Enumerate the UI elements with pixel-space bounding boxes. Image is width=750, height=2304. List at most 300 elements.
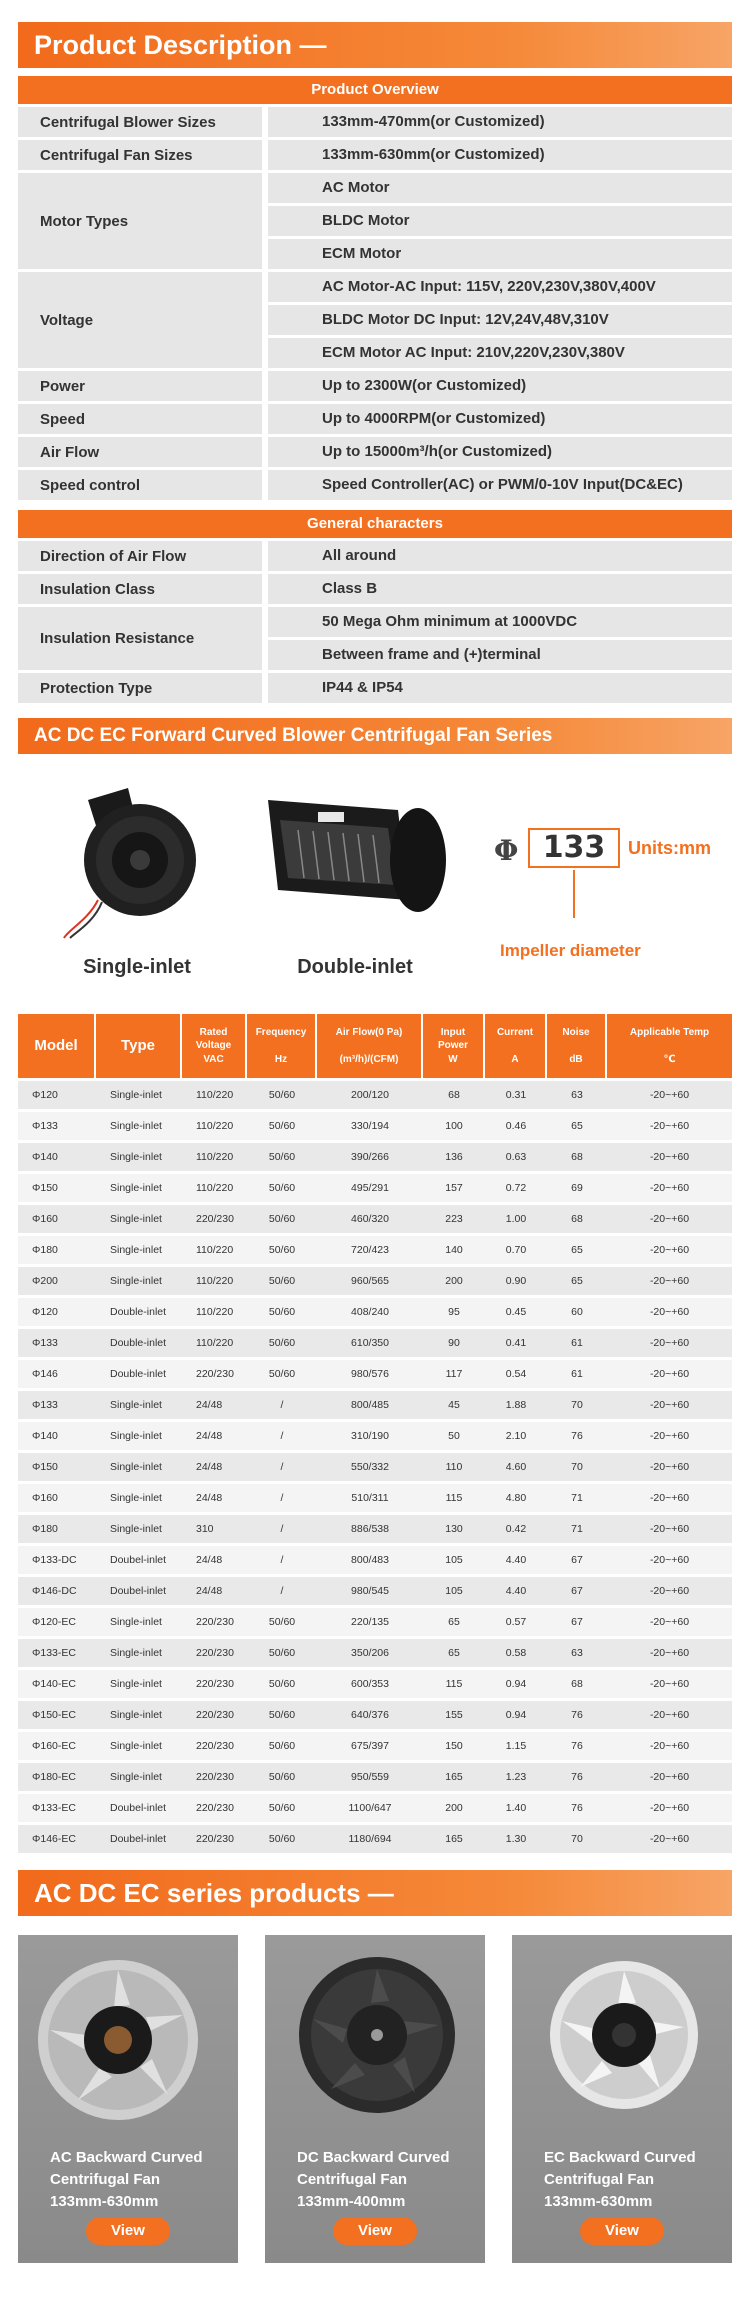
view-ac-button[interactable]: View — [86, 2217, 170, 2245]
table-cell: 24/48 — [182, 1484, 247, 1512]
table-cell: 110/220 — [182, 1143, 247, 1171]
table-cell: 4.80 — [485, 1484, 547, 1512]
product-card-ac[interactable] — [18, 1935, 238, 2263]
table-cell: 50/60 — [247, 1608, 317, 1636]
general-row-label: Insulation Resistance — [18, 607, 262, 670]
table-cell: 165 — [423, 1825, 485, 1853]
table-cell: Single-inlet — [96, 1608, 182, 1636]
table-cell: Φ146-DC — [18, 1577, 96, 1605]
overview-row-value: AC Motor-AC Input: 115V, 220V,230V,380V,400V — [268, 272, 732, 302]
table-cell: 640/376 — [317, 1701, 423, 1729]
table-cell: 220/230 — [182, 1763, 247, 1791]
overview-row — [18, 272, 732, 368]
table-cell: Single-inlet — [96, 1205, 182, 1233]
table-cell: Single-inlet — [96, 1639, 182, 1667]
table-cell: 71 — [547, 1484, 607, 1512]
table-cell: 4.60 — [485, 1453, 547, 1481]
table-cell: 90 — [423, 1329, 485, 1357]
general-row — [18, 541, 732, 571]
table-row — [18, 1639, 732, 1667]
table-cell: 220/230 — [182, 1732, 247, 1760]
table-cell: 0.90 — [485, 1267, 547, 1295]
table-cell: -20~+60 — [607, 1360, 732, 1388]
table-cell: -20~+60 — [607, 1298, 732, 1326]
product-ac-name: AC Backward Curved Centrifugal Fan 133mm-630mm — [50, 2149, 203, 2210]
table-row — [18, 1732, 732, 1760]
table-cell: 110/220 — [182, 1329, 247, 1357]
table-cell: 220/135 — [317, 1608, 423, 1636]
ac-fan-image — [18, 1935, 238, 2145]
table-cell: 76 — [547, 1701, 607, 1729]
table-cell: Φ133-EC — [18, 1794, 96, 1822]
table-cell: 150 — [423, 1732, 485, 1760]
table-cell: Φ133-DC — [18, 1546, 96, 1574]
table-cell: 50/60 — [247, 1174, 317, 1202]
table-cell: 24/48 — [182, 1391, 247, 1419]
table-cell: 100 — [423, 1112, 485, 1140]
units-label: Units:mm — [628, 838, 712, 858]
table-cell: 76 — [547, 1422, 607, 1450]
table-cell: 800/483 — [317, 1546, 423, 1574]
table-cell: 0.94 — [485, 1701, 547, 1729]
overview-row-label: Voltage — [18, 272, 262, 368]
general-row-value: 50 Mega Ohm minimum at 1000VDC — [268, 607, 732, 637]
overview-row-value: Up to 4000RPM(or Customized) — [268, 404, 732, 434]
table-cell: Φ180 — [18, 1236, 96, 1264]
table-cell: 67 — [547, 1546, 607, 1574]
overview-row-label: Power — [18, 371, 262, 401]
overview-row-value: 133mm-630mm(or Customized) — [268, 140, 732, 170]
table-row — [18, 1763, 732, 1791]
table-cell: 45 — [423, 1391, 485, 1419]
table-cell: 1.15 — [485, 1732, 547, 1760]
table-cell: Φ160-EC — [18, 1732, 96, 1760]
table-cell: / — [247, 1515, 317, 1543]
overview-row-value: ECM Motor AC Input: 210V,220V,230V,380V — [268, 338, 732, 368]
table-cell: 50/60 — [247, 1701, 317, 1729]
table-cell: 140 — [423, 1236, 485, 1264]
table-cell: Single-inlet — [96, 1143, 182, 1171]
product-description-banner — [18, 22, 732, 68]
table-cell: 67 — [547, 1608, 607, 1636]
overview-row-value: Up to 15000m³/h(or Customized) — [268, 437, 732, 467]
table-cell: 220/230 — [182, 1608, 247, 1636]
table-cell: 61 — [547, 1360, 607, 1388]
table-cell: 65 — [547, 1112, 607, 1140]
table-cell: 136 — [423, 1143, 485, 1171]
diameter-value-box: 133 — [528, 828, 620, 868]
table-cell: 24/48 — [182, 1577, 247, 1605]
product-overview-header: Product Overview — [18, 76, 732, 104]
table-cell: -20~+60 — [607, 1670, 732, 1698]
table-cell: 130 — [423, 1515, 485, 1543]
table-cell: / — [247, 1484, 317, 1512]
table-row — [18, 1546, 732, 1574]
table-cell: 60 — [547, 1298, 607, 1326]
table-cell: / — [247, 1422, 317, 1450]
table-row — [18, 1236, 732, 1264]
diameter-leader-line — [573, 870, 575, 918]
table-cell: -20~+60 — [607, 1732, 732, 1760]
table-cell: 200 — [423, 1794, 485, 1822]
table-cell: 50/60 — [247, 1205, 317, 1233]
overview-row-value: Speed Controller(AC) or PWM/0-10V Input(DC&EC) — [268, 470, 732, 500]
table-cell: 350/206 — [317, 1639, 423, 1667]
table-row — [18, 1701, 732, 1729]
table-cell: 65 — [423, 1639, 485, 1667]
table-cell: Double-inlet — [96, 1298, 182, 1326]
table-cell: 4.40 — [485, 1546, 547, 1574]
table-cell: 4.40 — [485, 1577, 547, 1605]
overview-row-label: Centrifugal Fan Sizes — [18, 140, 262, 170]
table-cell: 223 — [423, 1205, 485, 1233]
overview-row-label: Centrifugal Blower Sizes — [18, 107, 262, 137]
table-cell: Φ150-EC — [18, 1701, 96, 1729]
table-cell: -20~+60 — [607, 1608, 732, 1636]
table-cell: 495/291 — [317, 1174, 423, 1202]
table-cell: 0.42 — [485, 1515, 547, 1543]
table-cell: 200/120 — [317, 1081, 423, 1109]
table-cell: 24/48 — [182, 1546, 247, 1574]
overview-row-value: 133mm-470mm(or Customized) — [268, 107, 732, 137]
overview-row-value: ECM Motor — [268, 239, 732, 269]
table-column-header: Type — [96, 1014, 182, 1078]
table-cell: Single-inlet — [96, 1081, 182, 1109]
table-cell: Φ120 — [18, 1298, 96, 1326]
general-row — [18, 574, 732, 604]
double-inlet-blower-image — [258, 790, 448, 930]
table-column-header: Model — [18, 1014, 96, 1078]
table-cell: Single-inlet — [96, 1670, 182, 1698]
table-cell: 0.72 — [485, 1174, 547, 1202]
table-cell: -20~+60 — [607, 1639, 732, 1667]
general-row — [18, 673, 732, 703]
table-cell: 50/60 — [247, 1732, 317, 1760]
table-cell: Φ200 — [18, 1267, 96, 1295]
table-cell: 110/220 — [182, 1174, 247, 1202]
table-cell: 0.54 — [485, 1360, 547, 1388]
general-characters-table — [18, 510, 732, 703]
table-cell: 50/60 — [247, 1143, 317, 1171]
table-cell: 675/397 — [317, 1732, 423, 1760]
table-cell: Φ160 — [18, 1484, 96, 1512]
single-inlet-caption: Single-inlet — [83, 956, 191, 978]
impeller-diameter-label: Impeller diameter — [500, 941, 641, 960]
table-cell: 76 — [547, 1763, 607, 1791]
table-cell: 24/48 — [182, 1422, 247, 1450]
table-cell: 220/230 — [182, 1825, 247, 1853]
table-cell: Single-inlet — [96, 1763, 182, 1791]
table-cell: Φ133-EC — [18, 1639, 96, 1667]
table-cell: 220/230 — [182, 1205, 247, 1233]
table-column-header: Frequency Hz — [247, 1014, 317, 1078]
table-cell: -20~+60 — [607, 1143, 732, 1171]
table-cell: 0.41 — [485, 1329, 547, 1357]
table-column-header: Rated Voltage VAC — [182, 1014, 247, 1078]
overview-row-value: Up to 2300W(or Customized) — [268, 371, 732, 401]
table-cell: 0.70 — [485, 1236, 547, 1264]
table-row — [18, 1143, 732, 1171]
table-cell: 960/565 — [317, 1267, 423, 1295]
table-cell: Single-inlet — [96, 1732, 182, 1760]
product-ec-name: EC Backward Curved Centrifugal Fan 133mm-630mm — [544, 2149, 696, 2210]
table-cell: Φ140 — [18, 1143, 96, 1171]
table-cell: Single-inlet — [96, 1515, 182, 1543]
products-title: AC DC EC series products — — [34, 1878, 394, 1908]
table-row — [18, 1360, 732, 1388]
table-cell: -20~+60 — [607, 1577, 732, 1605]
general-row-value: Class B — [268, 574, 732, 604]
table-cell: -20~+60 — [607, 1701, 732, 1729]
table-cell: 0.94 — [485, 1670, 547, 1698]
table-column-header: Input Power W — [423, 1014, 485, 1078]
product-overview-table — [18, 76, 732, 500]
table-row — [18, 1484, 732, 1512]
table-cell: Doubel-inlet — [96, 1794, 182, 1822]
table-cell: 71 — [547, 1515, 607, 1543]
view-ec-button[interactable]: View — [580, 2217, 664, 2245]
table-cell: 115 — [423, 1670, 485, 1698]
products-banner — [18, 1870, 732, 1916]
table-cell: 310 — [182, 1515, 247, 1543]
table-cell: 220/230 — [182, 1794, 247, 1822]
series-title: AC DC EC Forward Curved Blower Centrifugal Fan Series — [34, 725, 553, 746]
table-cell: Single-inlet — [96, 1236, 182, 1264]
table-row — [18, 1391, 732, 1419]
table-cell: Φ180-EC — [18, 1763, 96, 1791]
table-cell: -20~+60 — [607, 1422, 732, 1450]
view-dc-button[interactable]: View — [333, 2217, 417, 2245]
overview-row-value: BLDC Motor DC Input: 12V,24V,48V,310V — [268, 305, 732, 335]
table-cell: 50/60 — [247, 1763, 317, 1791]
table-cell: 105 — [423, 1577, 485, 1605]
table-cell: 105 — [423, 1546, 485, 1574]
general-row-label: Insulation Class — [18, 574, 262, 604]
table-cell: 157 — [423, 1174, 485, 1202]
table-cell: 610/350 — [317, 1329, 423, 1357]
table-cell: 800/485 — [317, 1391, 423, 1419]
table-cell: 115 — [423, 1484, 485, 1512]
table-cell: 110 — [423, 1453, 485, 1481]
table-cell: 63 — [547, 1081, 607, 1109]
table-cell: Double-inlet — [96, 1360, 182, 1388]
table-cell: Single-inlet — [96, 1112, 182, 1140]
table-cell: -20~+60 — [607, 1794, 732, 1822]
table-cell: 220/230 — [182, 1360, 247, 1388]
table-cell: / — [247, 1391, 317, 1419]
table-cell: 110/220 — [182, 1236, 247, 1264]
table-cell: 0.31 — [485, 1081, 547, 1109]
table-cell: 69 — [547, 1174, 607, 1202]
table-cell: / — [247, 1453, 317, 1481]
table-cell: -20~+60 — [607, 1546, 732, 1574]
table-row — [18, 1267, 732, 1295]
table-cell: 460/320 — [317, 1205, 423, 1233]
table-cell: 50/60 — [247, 1236, 317, 1264]
table-cell: 1100/647 — [317, 1794, 423, 1822]
table-cell: Single-inlet — [96, 1453, 182, 1481]
table-cell: 65 — [547, 1267, 607, 1295]
table-row — [18, 1453, 732, 1481]
general-row-value: IP44 & IP54 — [268, 673, 732, 703]
table-cell: 68 — [547, 1143, 607, 1171]
table-cell: 110/220 — [182, 1298, 247, 1326]
table-row — [18, 1825, 732, 1853]
table-cell: 70 — [547, 1453, 607, 1481]
table-cell: Φ150 — [18, 1174, 96, 1202]
table-cell: 0.58 — [485, 1639, 547, 1667]
fan-series-table — [18, 1011, 732, 1856]
table-row — [18, 1205, 732, 1233]
table-cell: -20~+60 — [607, 1763, 732, 1791]
table-cell: 600/353 — [317, 1670, 423, 1698]
table-cell: -20~+60 — [607, 1453, 732, 1481]
table-cell: Φ140 — [18, 1422, 96, 1450]
overview-row — [18, 404, 732, 434]
table-cell: Single-inlet — [96, 1701, 182, 1729]
general-row-value: All around — [268, 541, 732, 571]
table-cell: 390/266 — [317, 1143, 423, 1171]
table-cell: 220/230 — [182, 1701, 247, 1729]
table-row — [18, 1174, 732, 1202]
overview-row-value: BLDC Motor — [268, 206, 732, 236]
table-cell: 63 — [547, 1639, 607, 1667]
table-cell: Single-inlet — [96, 1391, 182, 1419]
table-cell: 50 — [423, 1422, 485, 1450]
product-card-ec[interactable] — [512, 1935, 732, 2263]
table-cell: 0.46 — [485, 1112, 547, 1140]
series-banner — [18, 718, 732, 754]
overview-row-label: Speed control — [18, 470, 262, 500]
table-cell: Doubel-inlet — [96, 1825, 182, 1853]
table-cell: Φ120 — [18, 1081, 96, 1109]
phi-symbol: Φ — [494, 834, 519, 867]
table-cell: Doubel-inlet — [96, 1577, 182, 1605]
overview-row — [18, 140, 732, 170]
table-cell: 980/576 — [317, 1360, 423, 1388]
table-cell: 408/240 — [317, 1298, 423, 1326]
table-cell: 50/60 — [247, 1112, 317, 1140]
table-column-header: Noise dB — [547, 1014, 607, 1078]
table-cell: -20~+60 — [607, 1081, 732, 1109]
overview-row — [18, 437, 732, 467]
table-cell: 117 — [423, 1360, 485, 1388]
table-row — [18, 1329, 732, 1357]
table-cell: 95 — [423, 1298, 485, 1326]
product-description-title: Product Description — — [34, 30, 327, 60]
table-cell: Single-inlet — [96, 1174, 182, 1202]
table-cell: 720/423 — [317, 1236, 423, 1264]
table-cell: 50/60 — [247, 1298, 317, 1326]
table-row — [18, 1670, 732, 1698]
table-cell: 155 — [423, 1701, 485, 1729]
table-cell: -20~+60 — [607, 1236, 732, 1264]
table-cell: 50/60 — [247, 1267, 317, 1295]
table-cell: 61 — [547, 1329, 607, 1357]
table-cell: 76 — [547, 1732, 607, 1760]
single-inlet-blower-image — [58, 780, 208, 940]
table-cell: 65 — [547, 1236, 607, 1264]
table-cell: 550/332 — [317, 1453, 423, 1481]
table-cell: 50/60 — [247, 1329, 317, 1357]
table-row — [18, 1794, 732, 1822]
overview-row-value: AC Motor — [268, 173, 732, 203]
table-cell: 70 — [547, 1825, 607, 1853]
table-cell: Single-inlet — [96, 1422, 182, 1450]
table-cell: Φ146 — [18, 1360, 96, 1388]
table-cell: -20~+60 — [607, 1112, 732, 1140]
table-row — [18, 1422, 732, 1450]
table-cell: -20~+60 — [607, 1825, 732, 1853]
table-row — [18, 1112, 732, 1140]
table-cell: 65 — [423, 1608, 485, 1636]
general-row — [18, 607, 732, 670]
table-cell: Φ146-EC — [18, 1825, 96, 1853]
general-row-label: Protection Type — [18, 673, 262, 703]
table-cell: -20~+60 — [607, 1391, 732, 1419]
overview-row — [18, 371, 732, 401]
table-cell: 68 — [547, 1205, 607, 1233]
table-cell: 110/220 — [182, 1081, 247, 1109]
table-cell: 950/559 — [317, 1763, 423, 1791]
table-cell: 220/230 — [182, 1670, 247, 1698]
overview-row-label: Motor Types — [18, 173, 262, 269]
product-dc-name: DC Backward Curved Centrifugal Fan 133mm-400mm — [297, 2149, 450, 2210]
product-card-dc[interactable] — [265, 1935, 485, 2263]
dc-fan-image — [265, 1935, 485, 2145]
table-cell: -20~+60 — [607, 1205, 732, 1233]
table-cell: Φ140-EC — [18, 1670, 96, 1698]
table-cell: -20~+60 — [607, 1484, 732, 1512]
table-cell: 2.10 — [485, 1422, 547, 1450]
table-cell: 1.00 — [485, 1205, 547, 1233]
table-cell: Φ120-EC — [18, 1608, 96, 1636]
table-cell: Doubel-inlet — [96, 1546, 182, 1574]
table-cell: 1.88 — [485, 1391, 547, 1419]
table-cell: 110/220 — [182, 1112, 247, 1140]
table-cell: -20~+60 — [607, 1267, 732, 1295]
table-cell: -20~+60 — [607, 1174, 732, 1202]
table-cell: Φ133 — [18, 1391, 96, 1419]
table-cell: Φ180 — [18, 1515, 96, 1543]
table-cell: 1180/694 — [317, 1825, 423, 1853]
table-cell: 68 — [547, 1670, 607, 1698]
table-column-header: Current A — [485, 1014, 547, 1078]
table-column-header: Applicable Temp ℃ — [607, 1014, 732, 1078]
table-column-header: Air Flow(0 Pa) (m³/h)/(CFM) — [317, 1014, 423, 1078]
table-cell: 50/60 — [247, 1081, 317, 1109]
table-row — [18, 1608, 732, 1636]
general-characters-header: General characters — [18, 510, 732, 538]
table-cell: 1.30 — [485, 1825, 547, 1853]
table-cell: 50/60 — [247, 1794, 317, 1822]
table-cell: 50/60 — [247, 1639, 317, 1667]
table-cell: 0.45 — [485, 1298, 547, 1326]
table-cell: -20~+60 — [607, 1329, 732, 1357]
table-cell: Single-inlet — [96, 1484, 182, 1512]
table-cell: 110/220 — [182, 1267, 247, 1295]
overview-row — [18, 107, 732, 137]
table-cell: Single-inlet — [96, 1267, 182, 1295]
overview-row — [18, 470, 732, 500]
general-row-value: Between frame and (+)terminal — [268, 640, 732, 670]
general-row-label: Direction of Air Flow — [18, 541, 262, 571]
table-cell: 200 — [423, 1267, 485, 1295]
table-cell: 50/60 — [247, 1825, 317, 1853]
table-cell: 76 — [547, 1794, 607, 1822]
overview-row-label: Air Flow — [18, 437, 262, 467]
table-cell: Φ133 — [18, 1112, 96, 1140]
